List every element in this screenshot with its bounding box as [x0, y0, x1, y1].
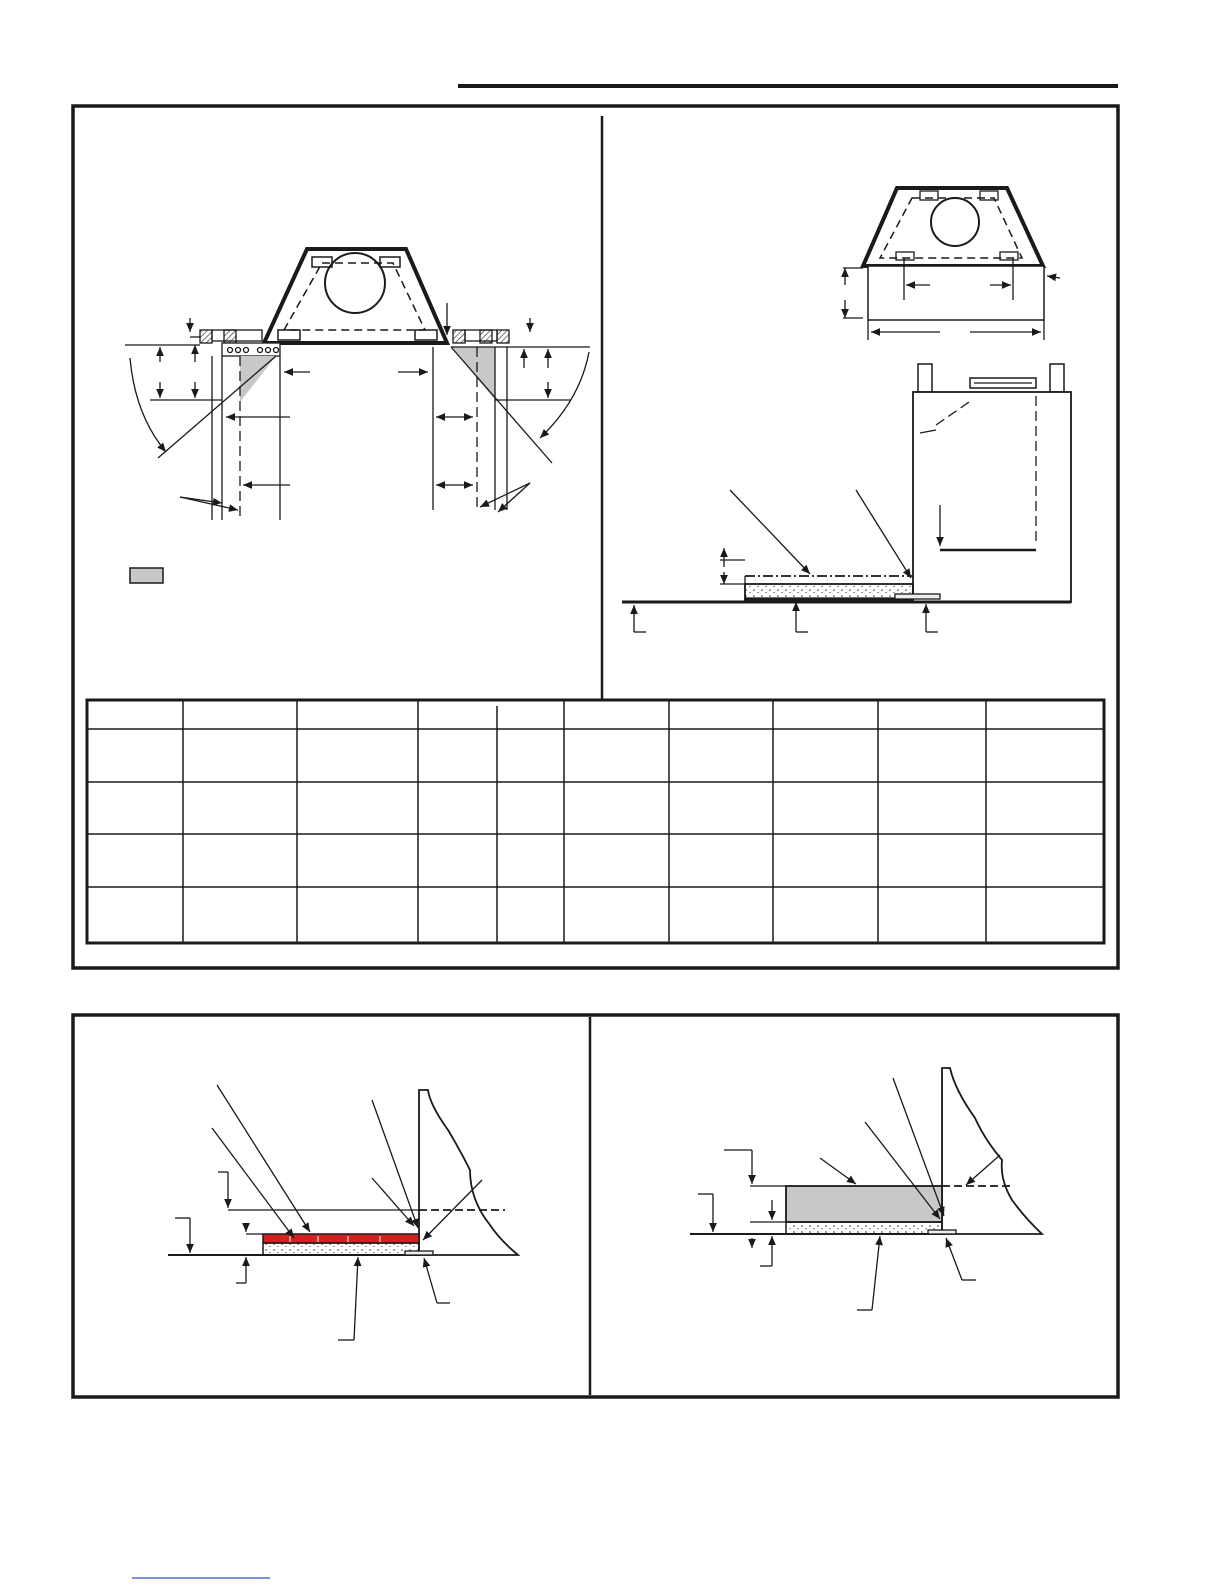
red-hearth-layer	[263, 1234, 419, 1243]
clearance-table	[87, 700, 1104, 943]
hearth-red-layer-diagram	[168, 1085, 518, 1340]
mantel-clearance-diagram	[125, 249, 590, 583]
hearth-plan-rect	[868, 266, 1044, 320]
hearth-pad-base	[263, 1243, 419, 1255]
legend-swatch	[130, 568, 163, 583]
hearth-gray-block-diagram	[690, 1068, 1042, 1310]
hearth-extension-diagram	[622, 188, 1071, 632]
hearth-pad-base-right	[786, 1222, 942, 1234]
fireplace-side-body	[913, 392, 1071, 602]
